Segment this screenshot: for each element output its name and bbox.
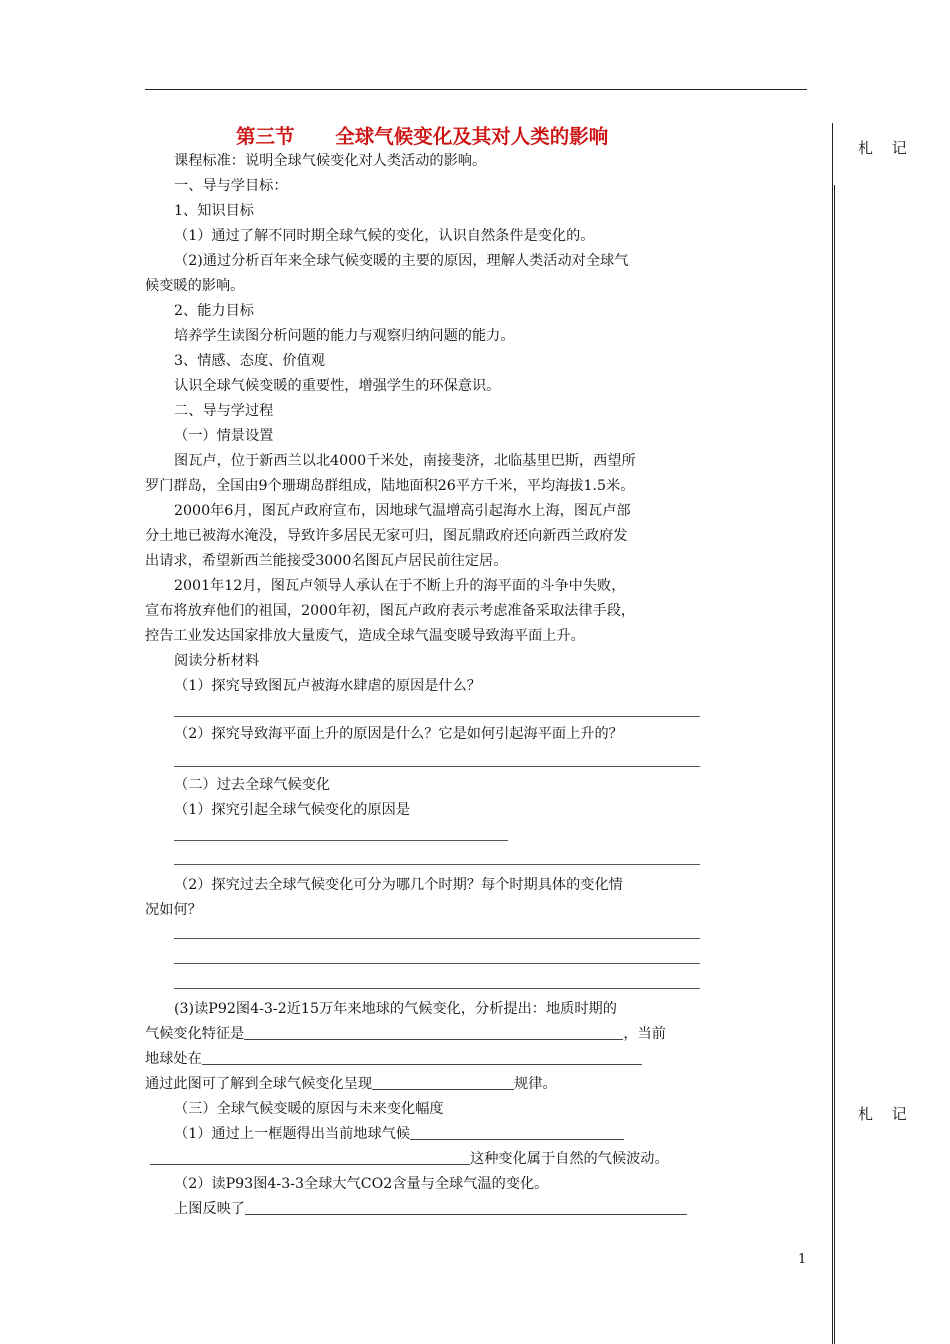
blank-field[interactable] <box>245 1199 687 1215</box>
header-rule <box>145 89 807 90</box>
page-number: 1 <box>798 1252 807 1267</box>
section-title: 第三节 全球气候变化及其对人类的影响 <box>236 125 609 148</box>
question-8 <box>174 1199 687 1219</box>
question-6-tail: 这种变化属于自然的气候波动。 <box>470 1151 669 1167</box>
answer-line[interactable] <box>174 716 700 717</box>
story-line: 分土地已被海水淹没，导致许多居民无家可归，图瓦鼎政府还向新西兰政府发 <box>145 528 628 544</box>
answer-line[interactable] <box>174 963 700 964</box>
margin-rule-inner <box>834 185 835 1344</box>
question-6-cont <box>150 1149 669 1169</box>
part-1-heading: （一）情景设置 <box>174 428 274 444</box>
story-line: 宣布将放弃他们的祖国，2000年初，图瓦卢政府表示考虑准备采取法律手段， <box>145 603 636 619</box>
blank-field[interactable] <box>202 1049 642 1065</box>
attitude-text: 认识全球气候变暖的重要性，增强学生的环保意识。 <box>174 378 501 394</box>
story-line: 出请求，希望新西兰能接受3000名图瓦卢居民前往定居。 <box>145 553 508 569</box>
answer-line[interactable] <box>174 766 700 767</box>
part-2-heading: （二）过去全球气候变化 <box>174 777 331 793</box>
question-5-prefix: 气候变化特征是 <box>145 1026 245 1042</box>
answer-line[interactable] <box>174 938 700 939</box>
read-analysis-heading: 阅读分析材料 <box>174 653 260 669</box>
course-standard: 课程标准：说明全球气候变化对人类活动的影响。 <box>174 153 487 169</box>
question-8-text: 上图反映了 <box>174 1201 245 1217</box>
knowledge-item-2-cont: 候变暖的影响。 <box>145 278 245 294</box>
question-1: （1）探究导致图瓦卢被海水肆虐的原因是什么？ <box>174 678 481 694</box>
blank-field[interactable] <box>244 1024 623 1040</box>
answer-line[interactable] <box>174 864 700 865</box>
heading-goals: 一、导与学目标： <box>174 178 288 194</box>
story-line: 控告工业发达国家排放大量废气，造成全球气温变暖导致海平面上升。 <box>145 628 585 644</box>
ability-text: 培养学生读图分析问题的能力与观察归纳问题的能力。 <box>174 328 515 344</box>
heading-attitude: 3、情感、态度、价值观 <box>174 353 325 369</box>
heading-process: 二、导与学过程 <box>174 403 274 419</box>
question-4-cont: 况如何？ <box>145 902 202 918</box>
question-5-earth: 地球处在 <box>145 1051 202 1067</box>
heading-ability: 2、能力目标 <box>174 303 254 319</box>
answer-line[interactable] <box>174 988 700 989</box>
blank-field[interactable] <box>150 1149 470 1165</box>
question-5-line-4 <box>145 1074 557 1094</box>
knowledge-item-1: （1）通过了解不同时期全球气候的变化，认识自然条件是变化的。 <box>174 228 595 244</box>
side-note-bottom: 札 记 <box>858 1105 914 1123</box>
question-5-pattern-prefix: 通过此图可了解到全球气候变化呈现 <box>145 1076 373 1092</box>
knowledge-item-2: （2)通过分析百年来全球气候变暖的主要的原因，理解人类活动对全球气 <box>174 253 629 269</box>
blank-field[interactable] <box>372 1074 514 1090</box>
question-6-text: （1）通过上一框题得出当前地球气候 <box>174 1126 411 1142</box>
question-5-line-3 <box>145 1049 642 1069</box>
part-3-heading: （三）全球气候变暖的原因与未来变化幅度 <box>174 1101 444 1117</box>
story-line: 2001年12月，图瓦卢领导人承认在于不断上升的海平面的斗争中失败， <box>174 578 626 594</box>
question-3: （1）探究引起全球气候变化的原因是 <box>174 802 411 818</box>
question-4: （2）探究过去全球气候变化可分为哪几个时期？每个时期具体的变化情 <box>174 877 623 893</box>
heading-knowledge: 1、知识目标 <box>174 203 254 219</box>
side-note-top: 札 记 <box>858 139 914 157</box>
question-5-line-2 <box>145 1024 666 1044</box>
margin-rule <box>832 123 833 1344</box>
blank-field[interactable] <box>410 1124 624 1140</box>
question-5-pattern-suffix: 规律。 <box>514 1076 557 1092</box>
question-5-suffix: ，当前 <box>623 1026 666 1042</box>
story-line: 图瓦卢，位于新西兰以北4000千米处，南接斐济，北临基里巴斯，西望所 <box>174 453 636 469</box>
question-7: （2）读P93图4-3-3全球大气CO2含量与全球气温的变化。 <box>174 1176 549 1192</box>
question-5: (3)读P92图4-3-2近15万年来地球的气候变化，分析提出：地质时期的 <box>174 1001 617 1017</box>
question-6 <box>174 1124 624 1144</box>
story-line: 2000年6月，图瓦卢政府宣布，因地球气温增高引起海水上海，图瓦卢部 <box>174 503 631 519</box>
story-line: 罗门群岛，全国由9个珊瑚岛群组成，陆地面积26平方千米，平均海拔1.5米。 <box>145 478 635 494</box>
answer-line[interactable] <box>174 840 508 841</box>
question-2: （2）探究导致海平面上升的原因是什么？它是如何引起海平面上升的？ <box>174 726 623 742</box>
